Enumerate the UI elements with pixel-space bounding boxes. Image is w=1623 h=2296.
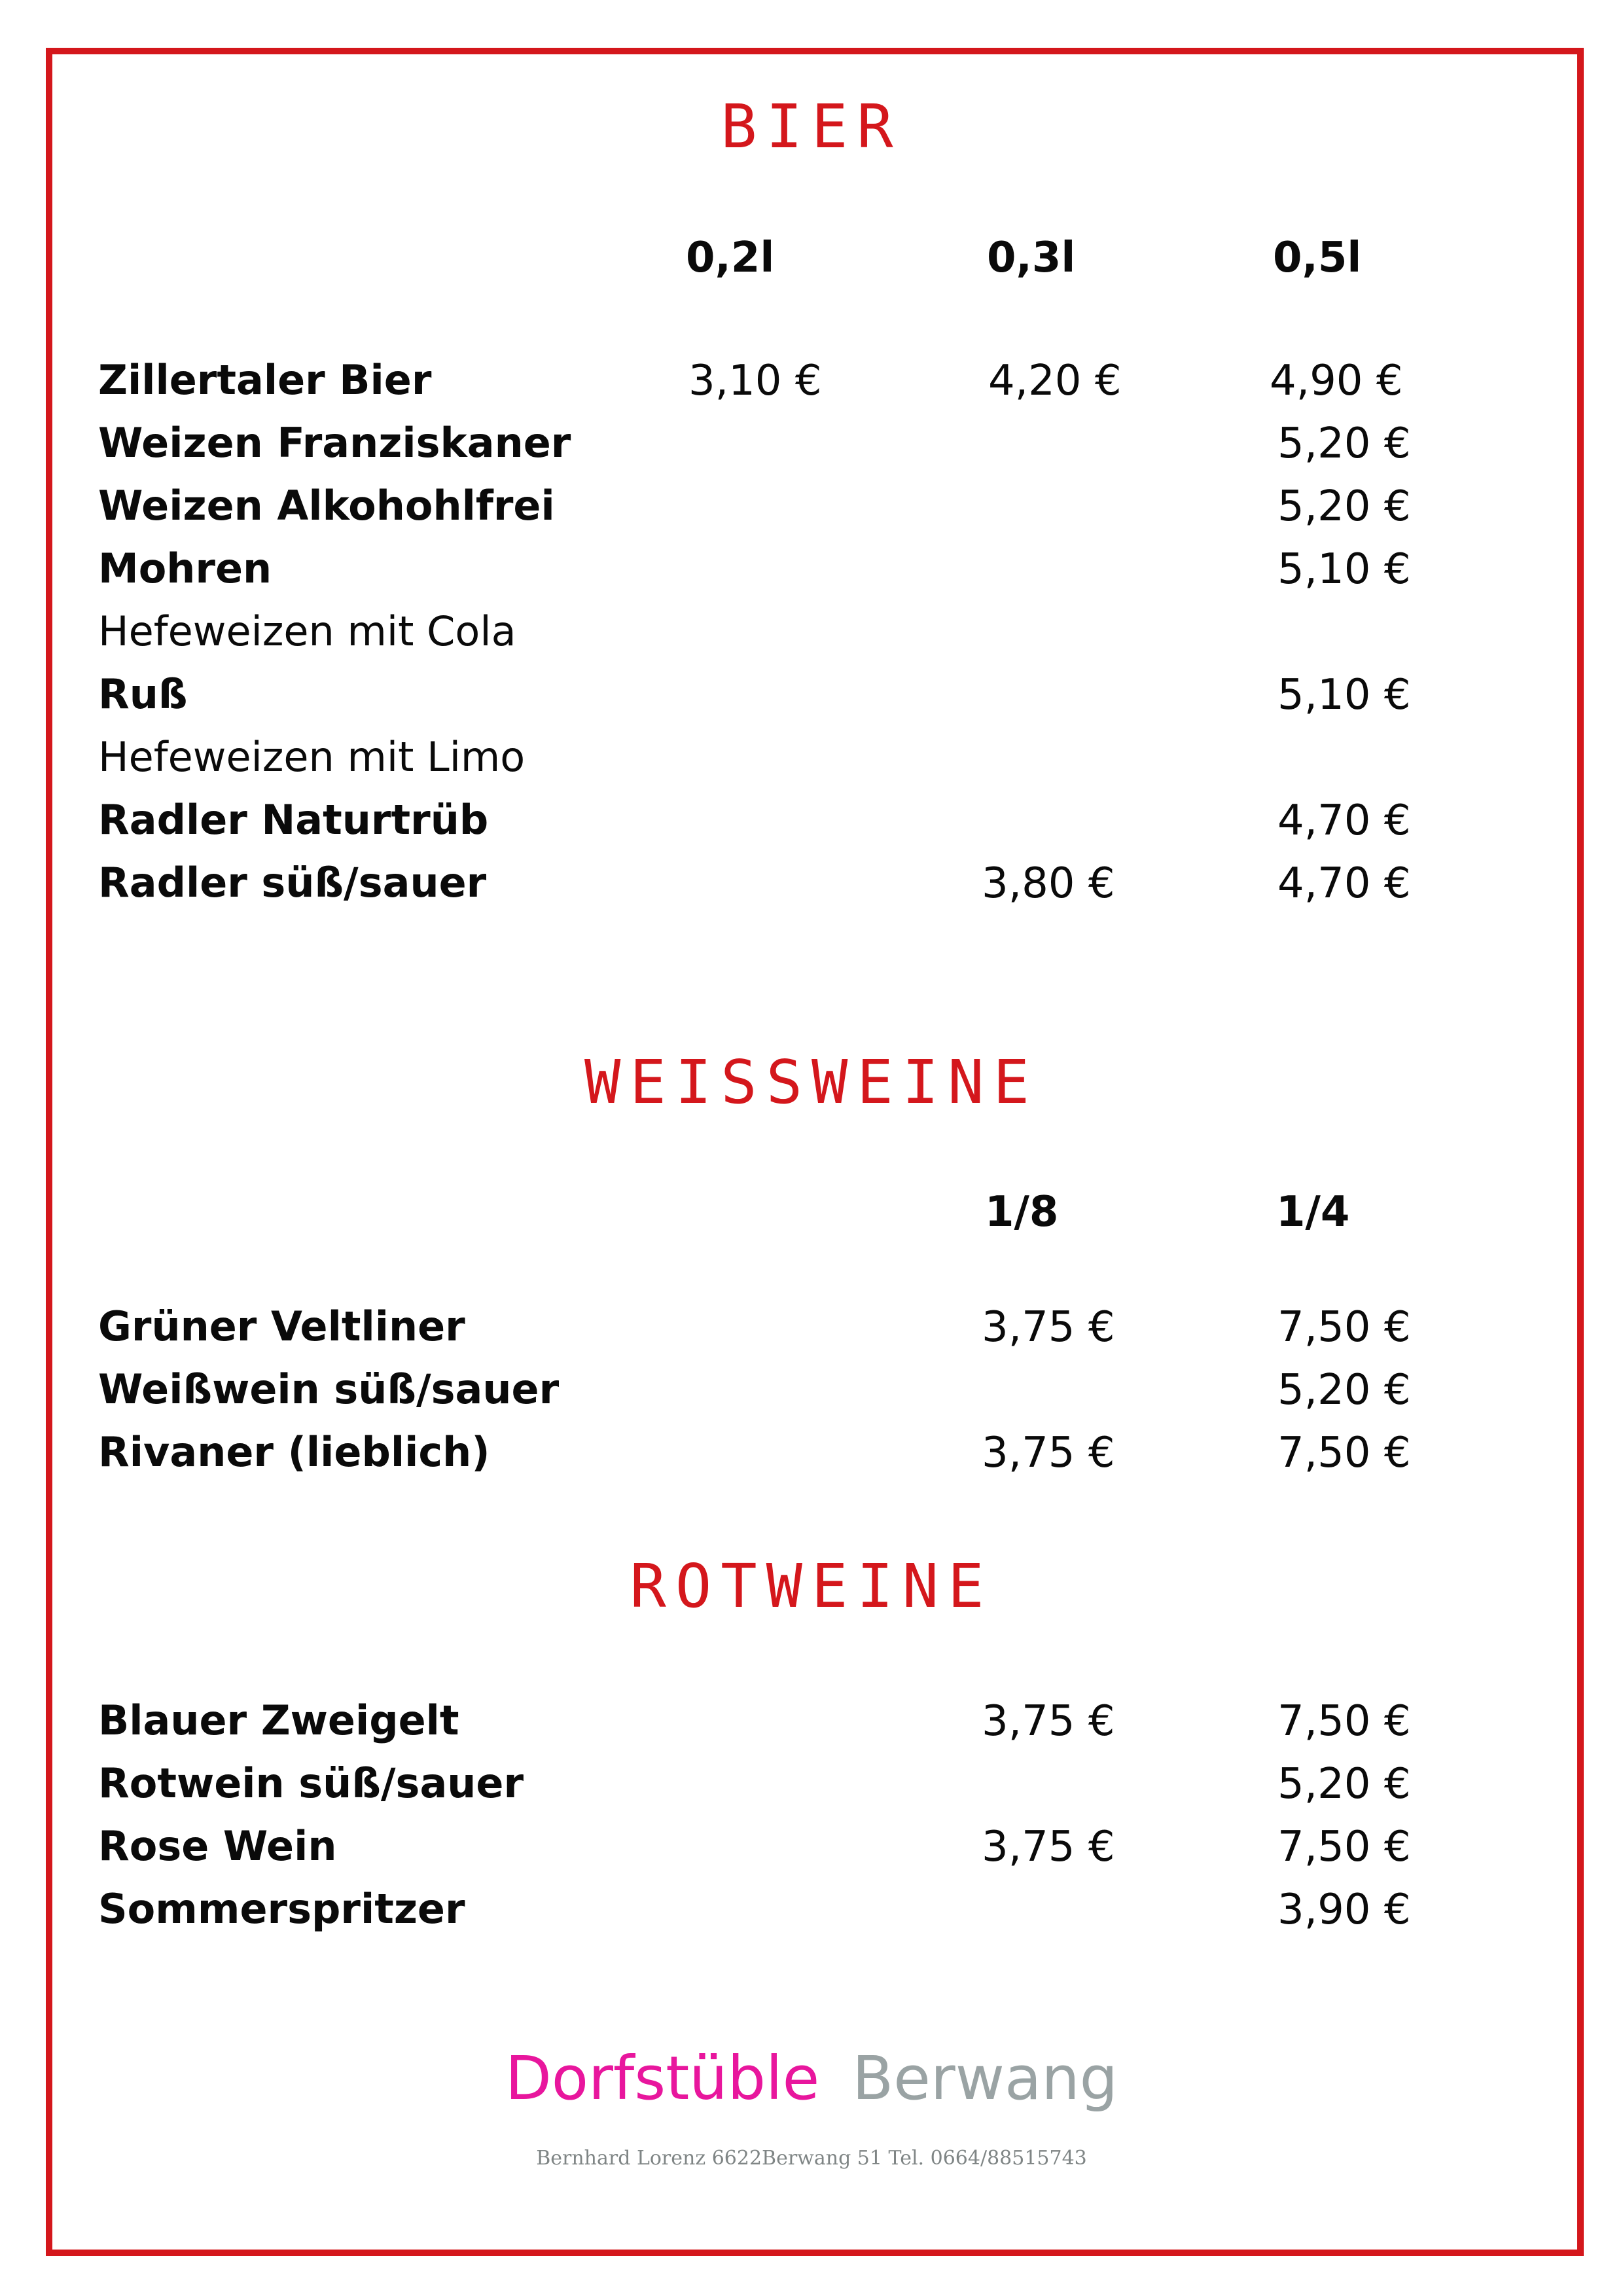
item-name: Rose Wein [98, 1822, 337, 1870]
item-name: Blauer Zweigelt [98, 1696, 459, 1744]
item-name: Weißwein süß/sauer [98, 1365, 560, 1413]
item-name: Weizen Alkohohlfrei [98, 482, 555, 529]
item-name: Zillertaler Bier [98, 356, 432, 404]
menu-row [0, 419, 1623, 475]
menu-row [0, 1365, 1623, 1422]
item-name: Radler Naturtrüb [98, 796, 489, 844]
item-price-0-5l: 4,70 € [1277, 797, 1411, 845]
menu-row [0, 356, 1623, 412]
item-price-1-4: 7,50 € [1277, 1823, 1411, 1871]
item-description: Hefeweizen mit Limo [98, 733, 526, 781]
item-price-1-8: 3,75 € [982, 1429, 1115, 1477]
item-name: Grüner Veltliner [98, 1302, 465, 1350]
item-price-1-4: 7,50 € [1277, 1303, 1411, 1352]
item-price-1-4: 5,20 € [1277, 1366, 1411, 1414]
menu-row-subtitle [0, 607, 1623, 664]
item-name: Weizen Franziskaner [98, 419, 571, 467]
menu-row [0, 1428, 1623, 1484]
section-title-weissweine: WEISSWEINE [584, 1047, 1039, 1117]
menu-row [0, 1696, 1623, 1753]
menu-row [0, 670, 1623, 726]
menu-row [0, 1759, 1623, 1816]
menu-row [0, 1822, 1623, 1878]
footer-address: Bernhard Lorenz 6622Berwang 51 Tel. 0664/88515743 [536, 2147, 1087, 2170]
item-price-1-8: 3,75 € [982, 1303, 1115, 1352]
section-title-rotweine: ROTWEINE [630, 1551, 993, 1621]
item-price-0-3l: 3,80 € [982, 859, 1115, 908]
menu-row [0, 1885, 1623, 1941]
brand-name-second: Berwang [852, 2043, 1118, 2113]
menu-row [0, 796, 1623, 852]
item-price-0-5l: 4,90 € [1270, 357, 1403, 405]
column-header-0-3l: 0,3l [987, 234, 1076, 282]
item-price-0-5l: 5,10 € [1277, 671, 1411, 719]
item-price-1-4: 7,50 € [1277, 1429, 1411, 1477]
menu-row-subtitle [0, 733, 1623, 789]
item-price-0-5l: 5,20 € [1277, 420, 1411, 468]
menu-row [0, 1302, 1623, 1359]
column-header-0-5l: 0,5l [1273, 234, 1362, 282]
item-name: Rivaner (lieblich) [98, 1428, 490, 1476]
item-price-1-8: 3,75 € [982, 1823, 1115, 1871]
item-price-0-5l: 5,20 € [1277, 482, 1411, 531]
item-name: Mohren [98, 545, 272, 592]
column-header-1-8: 1/8 [985, 1188, 1059, 1236]
item-price-1-8: 3,75 € [982, 1697, 1115, 1746]
brand-name-first: Dorfstüble [505, 2043, 820, 2113]
item-price-0-2l: 3,10 € [688, 357, 822, 405]
menu-row [0, 545, 1623, 601]
menu-row [0, 482, 1623, 538]
item-name: Ruß [98, 670, 188, 718]
item-price-1-4: 7,50 € [1277, 1697, 1411, 1746]
item-name: Sommerspritzer [98, 1885, 465, 1933]
column-header-1-4: 1/4 [1276, 1188, 1350, 1236]
brand-logo [0, 2043, 1623, 2113]
item-price-0-5l: 4,70 € [1277, 859, 1411, 908]
item-description: Hefeweizen mit Cola [98, 607, 516, 655]
item-price-0-3l: 4,20 € [988, 357, 1122, 405]
section-title-bier: BIER [721, 92, 902, 162]
item-price-0-5l: 5,10 € [1277, 545, 1411, 594]
item-price-1-4: 3,90 € [1277, 1886, 1411, 1934]
item-name: Rotwein süß/sauer [98, 1759, 524, 1807]
item-name: Radler süß/sauer [98, 859, 487, 906]
menu-row [0, 859, 1623, 915]
item-price-1-4: 5,20 € [1277, 1760, 1411, 1808]
column-header-0-2l: 0,2l [686, 234, 775, 282]
